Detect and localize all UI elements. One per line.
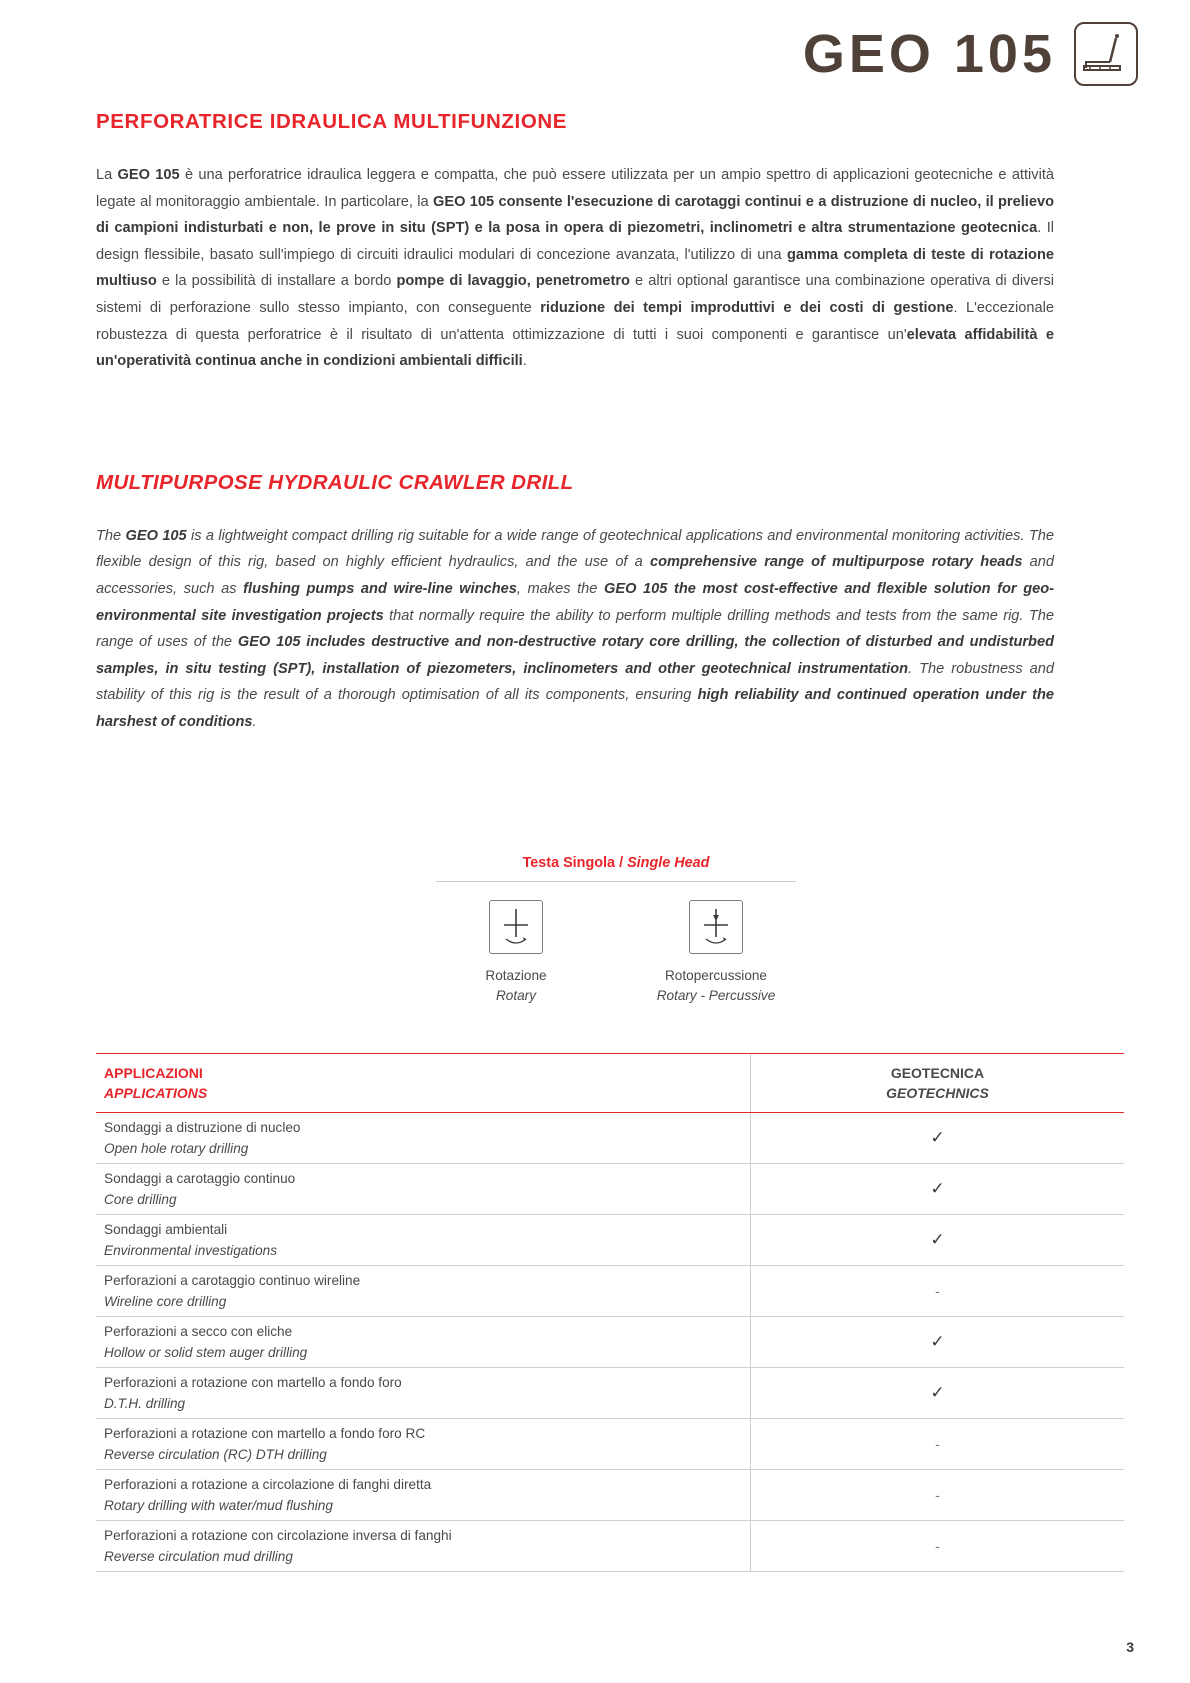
table-row — [96, 1113, 1124, 1164]
table-row — [96, 1470, 1124, 1521]
applications-table-wrapper — [96, 1053, 1124, 1572]
application-name-cell — [96, 1113, 750, 1164]
application-name-cell — [96, 1317, 750, 1368]
application-name-cell — [96, 1266, 750, 1317]
application-name-it: Sondaggi a carotaggio continuo — [104, 1171, 296, 1186]
geotechnics-value-cell: - — [750, 1419, 1124, 1470]
application-name-it: Perforazioni a rotazione con martello a fondo foro RC — [104, 1426, 426, 1441]
application-name-cell — [96, 1368, 750, 1419]
application-name-cell — [96, 1470, 750, 1521]
geotechnics-value-cell: ✓ — [750, 1164, 1124, 1215]
english-paragraph: The GEO 105 is a lightweight compact drilling rig suitable for a wide range of geotechnical applications and environmental monitoring activities. The flexible design of this rig, based on highly efficient hydraulics, and the use of a comprehensive range of multipurpose rotary heads and accessories, such as flushing pumps and wire-line winches, makes the GEO 105 the most cost-effective and flexible solution for geo-environmental site investigation projects that normally require the ability to perform multiple drilling methods and tests from the same rig. The range of uses of the GEO 105 includes destructive and non-destructive rotary core drilling, the collection of disturbed and undisturbed samples, in situ testing (SPT), installation of piezometers, inclinometers and other geotechnical instrumentation. The robustness and stability of this rig is the result of a thorough optimisation of all its components, ensuring high reliability and continued operation under the harshest of conditions. — [96, 527, 1055, 730]
application-name-it: Perforazioni a rotazione con martello a fondo foro — [104, 1375, 402, 1390]
table-row — [96, 1266, 1124, 1317]
italian-section — [96, 110, 1054, 375]
application-name-en: Reverse circulation (RC) DTH drilling — [104, 1447, 327, 1462]
english-section — [96, 471, 1054, 736]
application-name-en: Environmental investigations — [104, 1243, 278, 1258]
italian-paragraph: La GEO 105 è una perforatrice idraulica leggera e compatta, che può essere utilizzata per un ampio spettro di applicazioni geotecniche e attività legate al monitoraggio ambientale. In particolare, la GEO 105 consente l'esecuzione di carotaggi continui e a distruzione di nucleo, il prelievo di campioni indisturbati e non, le prove in situ (SPT) e la posa in opera di piezometri, inclinometri e altra strumentazione geotecnica. Il design flessibile, basato sull'impiego di circuiti idraulici modulari di concezione avanzata, l'utilizzo di una gamma completa di teste di rotazione multiuso e la possibilità di installare a bordo pompe di lavaggio, penetrometro e altri optional garantisce una combinazione operativa di diversi sistemi di perforazione sullo stesso impianto, con conseguente riduzione dei tempi improduttivi e dei costi di gestione. L'eccezionale robustezza di questa perforatrice è il risultato di un'attenta ottimizzazione di tutti i suoi componenti e garantisce un'elevata affidabilità e un'operatività continua anche in condizioni ambientali difficili. — [96, 167, 1055, 370]
application-name-en: Reverse circulation mud drilling — [104, 1549, 293, 1564]
application-name-it: Perforazioni a rotazione a circolazione di fanghi diretta — [104, 1477, 432, 1492]
application-name-cell — [96, 1419, 750, 1470]
application-name-it: Sondaggi ambientali — [104, 1222, 228, 1237]
table-row — [96, 1164, 1124, 1215]
geotechnics-value-cell: - — [750, 1470, 1124, 1521]
document-content — [96, 110, 1054, 736]
geotechnics-header-it: GEOTECNICA — [890, 1065, 985, 1081]
english-heading: MULTIPURPOSE HYDRAULIC CRAWLER DRILL — [96, 470, 574, 494]
head-option-label-en: Rotary - Percussive — [656, 988, 776, 1003]
application-name-it: Perforazioni a secco con eliche — [104, 1324, 293, 1339]
application-name-it: Perforazioni a rotazione con circolazione inversa di fanghi — [104, 1528, 452, 1543]
italian-heading: PERFORATRICE IDRAULICA MULTIFUNZIONE — [96, 110, 568, 133]
geotechnics-value-cell: ✓ — [750, 1113, 1124, 1164]
head-options-title — [436, 855, 796, 871]
geotechnics-header-en: GEOTECHNICS — [886, 1085, 989, 1101]
table-row — [96, 1521, 1124, 1572]
head-option-label-it: Rotopercussione — [664, 968, 767, 983]
table-row — [96, 1419, 1124, 1470]
drill-rig-icon — [1074, 22, 1138, 86]
geotechnics-value-cell: ✓ — [750, 1317, 1124, 1368]
application-name-en: Wireline core drilling — [104, 1294, 227, 1309]
table-row — [96, 1215, 1124, 1266]
application-name-cell — [96, 1164, 750, 1215]
application-name-it: Sondaggi a distruzione di nucleo — [104, 1120, 301, 1135]
head-options-row — [436, 900, 796, 1006]
geotechnics-value-cell: - — [750, 1521, 1124, 1572]
geotechnics-value-cell: ✓ — [750, 1215, 1124, 1266]
application-name-cell — [96, 1215, 750, 1266]
page-number: 3 — [1126, 1639, 1134, 1655]
head-options-title-separator: / — [619, 855, 624, 871]
rotary-percussive-head-icon — [689, 900, 743, 954]
application-name-en: Rotary drilling with water/mud flushing — [104, 1498, 333, 1513]
product-title: GEO 105 — [802, 24, 1056, 84]
applications-header-en: APPLICATIONS — [104, 1085, 208, 1101]
table-header-row — [96, 1054, 1124, 1113]
applications-table-head — [96, 1054, 1124, 1113]
table-row — [96, 1368, 1124, 1419]
applications-table-body — [96, 1113, 1124, 1572]
head-option-rotary — [448, 900, 584, 1006]
geotechnics-value-cell: - — [750, 1266, 1124, 1317]
application-name-it: Perforazioni a carotaggio continuo wireline — [104, 1273, 361, 1288]
table-row — [96, 1317, 1124, 1368]
application-name-cell — [96, 1521, 750, 1572]
head-options-title-en: Single Head — [627, 855, 710, 871]
head-options — [436, 855, 796, 1006]
application-name-en: Open hole rotary drilling — [104, 1141, 249, 1156]
head-options-title-it: Testa Singola — [522, 855, 616, 871]
applications-table — [96, 1053, 1124, 1572]
rotary-head-icon — [489, 900, 543, 954]
geotechnics-column-header — [750, 1054, 1124, 1113]
head-option-rotary-percussive — [648, 900, 784, 1006]
applications-header-it: APPLICAZIONI — [104, 1065, 203, 1081]
geotechnics-value-cell: ✓ — [750, 1368, 1124, 1419]
head-options-divider — [436, 881, 796, 882]
page-header — [803, 22, 1138, 86]
applications-column-header — [96, 1054, 750, 1113]
application-name-en: Core drilling — [104, 1192, 177, 1207]
application-name-en: D.T.H. drilling — [104, 1396, 186, 1411]
head-option-label-it: Rotazione — [485, 968, 547, 983]
application-name-en: Hollow or solid stem auger drilling — [104, 1345, 308, 1360]
head-option-label-en: Rotary — [495, 988, 537, 1003]
